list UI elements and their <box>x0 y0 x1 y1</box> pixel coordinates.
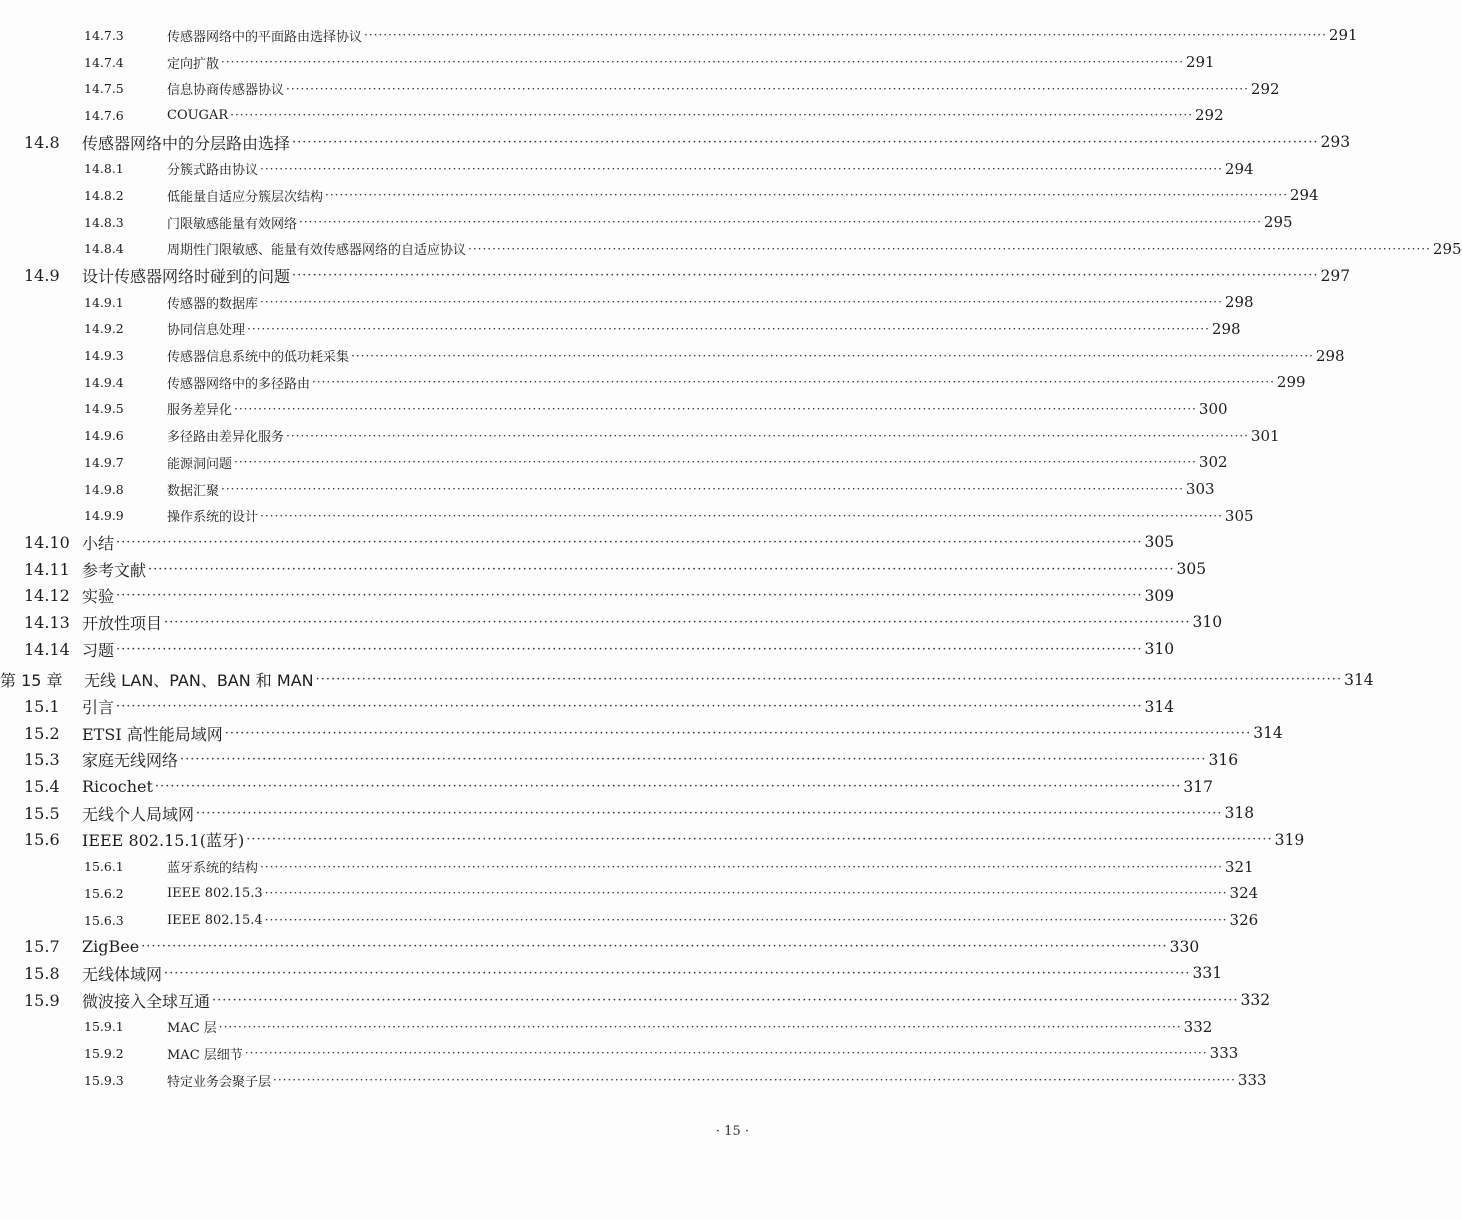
toc-entry-page: 332 <box>1240 991 1271 1010</box>
toc-entry-page: 305 <box>1144 533 1175 552</box>
toc-section-entry <box>0 960 1223 987</box>
toc-entry-number: 14.7.3 <box>84 27 124 43</box>
dot-leader: ········································································································································································································ <box>244 1046 1208 1061</box>
toc-entry-page: 292 <box>1250 79 1280 98</box>
toc-entry-number: 15.8 <box>24 963 60 983</box>
toc-entry-page: 331 <box>1192 964 1223 983</box>
dot-leader: ········································································································································································································ <box>468 241 1431 256</box>
toc-section-entry <box>0 529 1175 556</box>
toc-subsection-entry <box>0 476 1215 503</box>
dot-leader: ········································································································································································································ <box>224 725 1252 741</box>
toc-subsection-entry <box>0 75 1280 102</box>
toc-subsection-entry <box>0 209 1293 236</box>
toc-entry-title: 设计传感器网络时碰到的问题 <box>82 267 291 287</box>
dot-leader: ········································································································································································································ <box>180 752 1207 768</box>
toc-entry-page: 299 <box>1276 373 1306 392</box>
toc-entry-page: 297 <box>1320 266 1351 285</box>
toc-subsection-entry <box>0 49 1215 76</box>
toc-entry-number: 14.9.8 <box>84 481 124 497</box>
toc-entry-title: 多径路由差异化服务 <box>167 430 285 446</box>
toc-subsection-entry <box>0 1013 1213 1040</box>
toc-entry-number: 14.9.4 <box>84 374 124 390</box>
toc-entry-number: 15.9.2 <box>84 1045 124 1061</box>
dot-leader: ········································································································································································································ <box>351 348 1314 363</box>
toc-entry-title: 传感器的数据库 <box>167 296 259 312</box>
toc-entry-title: 无线 LAN、PAN、BAN 和 MAN <box>84 671 314 691</box>
toc-entry-title: 信息协商传感器协议 <box>167 83 285 99</box>
toc-section-entry <box>0 556 1207 583</box>
toc-entry-title: 分簇式路由协议 <box>167 163 259 179</box>
toc-entry-number: 15.6.2 <box>84 885 124 901</box>
toc-entry-page: 298 <box>1315 346 1345 365</box>
toc-entry-number: 15.6.3 <box>84 912 124 928</box>
dot-leader: ········································································································································································································ <box>246 832 1273 848</box>
toc-entry-title: 传感器网络中的平面路由选择协议 <box>167 29 363 45</box>
dot-leader: ········································································································································································································ <box>221 482 1184 497</box>
toc-entry-number: 14.7.4 <box>84 54 124 70</box>
toc-subsection-entry <box>0 422 1280 449</box>
dot-leader: ········································································································································································································ <box>315 672 1343 688</box>
toc-subsection-entry <box>0 502 1254 529</box>
toc-entry-title: COUGAR <box>167 107 229 123</box>
toc-entry-page: 303 <box>1185 480 1215 499</box>
dot-leader: ········································································································································································································ <box>260 859 1223 874</box>
toc-entry-number: 14.8.2 <box>84 187 124 203</box>
dot-leader: ········································································································································································································ <box>299 215 1262 230</box>
toc-entry-page: 333 <box>1237 1071 1267 1090</box>
toc-entry-title: 家庭无线网络 <box>82 751 179 771</box>
toc-entry-number: 14.9.3 <box>84 348 124 364</box>
toc-entry-title: 低能量自适应分簇层次结构 <box>167 189 324 205</box>
dot-leader: ········································································································································································································ <box>164 614 1191 630</box>
toc-subsection-entry <box>0 1067 1267 1094</box>
toc-entry-page: 298 <box>1211 319 1241 338</box>
toc-section-entry <box>0 636 1175 663</box>
toc-entry-page: 319 <box>1274 830 1305 849</box>
toc-entry-number: 15.4 <box>24 777 60 797</box>
toc-subsection-entry <box>0 880 1259 907</box>
toc-entry-number: 14.11 <box>24 559 70 579</box>
dot-leader: ········································································································································································································ <box>247 321 1210 336</box>
dot-leader: ········································································································································································································ <box>116 534 1143 550</box>
toc-entry-page: 295 <box>1432 239 1462 258</box>
toc-section-entry <box>0 773 1213 800</box>
toc-entry-title: 周期性门限敏感、能量有效传感器网络的自适应协议 <box>167 243 467 259</box>
toc-entry-page: 314 <box>1344 670 1374 689</box>
toc-entry-title: 微波接入全球互通 <box>82 991 211 1011</box>
toc-entry-number: 14.13 <box>24 612 70 632</box>
dot-leader: ········································································································································································································ <box>260 295 1223 310</box>
toc-entry-number: 14.10 <box>24 532 70 552</box>
dot-leader: ········································································································································································································ <box>154 779 1182 795</box>
toc-subsection-entry <box>0 853 1254 880</box>
toc-entry-number: 14.8.1 <box>84 161 124 177</box>
toc-entry-title: 无线体域网 <box>82 964 163 984</box>
toc-section-entry <box>0 720 1283 747</box>
toc-entry-number: 14.9.5 <box>84 401 124 417</box>
dot-leader: ········································································································································································································ <box>260 508 1223 523</box>
dot-leader: ········································································································································································································ <box>312 375 1275 390</box>
toc-entry-page: 291 <box>1328 26 1358 45</box>
toc-subsection-entry <box>0 102 1224 129</box>
toc-entry-number: 14.9 <box>24 266 60 286</box>
toc-entry-number: 14.7.6 <box>84 107 124 123</box>
toc-entry-page: 326 <box>1229 911 1259 930</box>
toc-entry-number: 15.6 <box>24 830 60 850</box>
toc-subsection-entry <box>0 342 1345 369</box>
dot-leader: ········································································································································································································ <box>116 699 1143 715</box>
dot-leader: ········································································································································································································ <box>234 455 1197 470</box>
dot-leader: ········································································································································································································ <box>325 188 1288 203</box>
toc-entry-page: 333 <box>1209 1044 1239 1063</box>
toc-subsection-entry <box>0 449 1228 476</box>
toc-entry-title: 传感器网络中的多径路由 <box>167 376 311 392</box>
toc-entry-title: 习题 <box>82 640 115 660</box>
toc-entry-number: 15.3 <box>24 750 60 770</box>
toc-entry-title: 蓝牙系统的结构 <box>167 861 259 877</box>
toc-entry-number: 14.8.4 <box>84 241 124 257</box>
dot-leader: ········································································································································································································ <box>141 939 1168 955</box>
toc-subsection-entry <box>0 907 1259 934</box>
toc-entry-number: 14.9.7 <box>84 454 124 470</box>
dot-leader: ········································································································································································································ <box>221 55 1184 70</box>
toc-entry-page: 324 <box>1229 884 1259 903</box>
dot-leader: ········································································································································································································ <box>148 561 1175 577</box>
toc-entry-page: 293 <box>1320 133 1351 152</box>
toc-entry-page: 317 <box>1183 777 1213 796</box>
toc-entry-number: 14.7.5 <box>84 81 124 97</box>
toc-entry-page: 330 <box>1169 937 1200 956</box>
toc-section-entry <box>0 800 1255 827</box>
dot-leader: ········································································································································································································ <box>286 428 1249 443</box>
toc-entry-page: 291 <box>1185 53 1215 72</box>
toc-entry-page: 314 <box>1144 697 1175 716</box>
toc-entry-title: 小结 <box>82 533 115 553</box>
toc-entry-title: 服务差异化 <box>167 403 233 419</box>
toc-entry-number: 14.9.2 <box>84 321 124 337</box>
dot-leader: ········································································································································································································ <box>116 641 1143 657</box>
toc-entry-title: IEEE 802.15.4 <box>167 912 263 928</box>
toc-section-entry <box>0 609 1223 636</box>
dot-leader: ········································································································································································································ <box>212 992 1239 1008</box>
toc-entry-page: 295 <box>1263 213 1293 232</box>
toc-entry-number: 15.2 <box>24 723 60 743</box>
toc-section-entry <box>0 827 1305 854</box>
toc-entry-page: 300 <box>1198 399 1228 418</box>
toc-entry-title: 数据汇聚 <box>167 483 220 499</box>
toc-entry-title: MAC 层细节 <box>167 1047 243 1063</box>
toc-entry-title: 能源洞问题 <box>167 456 233 472</box>
toc-entry-number: 14.8 <box>24 132 60 152</box>
toc-entry-title: IEEE 802.15.1(蓝牙) <box>82 831 245 851</box>
toc-entry-page: 298 <box>1224 293 1254 312</box>
toc-entry-number: 14.8.3 <box>84 214 124 230</box>
dot-leader: ········································································································································································································ <box>292 134 1319 150</box>
toc-entry-number: 15.5 <box>24 803 60 823</box>
toc-subsection-entry <box>0 1040 1239 1067</box>
toc-entry-page: 292 <box>1195 106 1224 125</box>
toc-section-entry <box>0 933 1200 960</box>
toc-entry-title: 无线个人局域网 <box>82 804 195 824</box>
toc-subsection-entry <box>0 316 1241 343</box>
toc-entry-number: 14.9.9 <box>84 508 124 524</box>
toc-entry-number: 14.9.1 <box>84 294 124 310</box>
toc-entry-page: 332 <box>1183 1017 1213 1036</box>
dot-leader: ········································································································································································································ <box>260 161 1223 176</box>
toc-section-entry <box>0 262 1351 289</box>
toc-section-entry <box>0 129 1351 156</box>
toc-entry-page: 305 <box>1176 560 1207 579</box>
toc-entry-title: 传感器信息系统中的低功耗采集 <box>167 350 350 366</box>
toc-entry-page: 310 <box>1192 613 1223 632</box>
toc-entry-title: MAC 层 <box>167 1021 217 1037</box>
toc-entry-page: 294 <box>1224 159 1254 178</box>
toc-entry-title: ETSI 高性能局域网 <box>82 724 223 744</box>
toc-entry-number: 15.7 <box>24 937 60 957</box>
toc-entry-page: 314 <box>1253 724 1283 743</box>
dot-leader: ········································································································································································································ <box>218 1019 1182 1034</box>
toc-entry-page: 318 <box>1224 804 1255 823</box>
toc-entry-number: 14.9.6 <box>84 428 124 444</box>
toc-entry-number: 15.9.1 <box>84 1019 124 1035</box>
dot-leader: ········································································································································································································ <box>264 913 1228 928</box>
dot-leader: ········································································································································································································ <box>230 108 1194 123</box>
toc-entry-number: 15.6.1 <box>84 859 124 875</box>
toc-entry-page: 309 <box>1144 586 1175 605</box>
toc-section-entry <box>0 747 1239 774</box>
toc-subsection-entry <box>0 289 1254 316</box>
dot-leader: ········································································································································································································ <box>164 965 1191 981</box>
toc-entry-title: 协同信息处理 <box>167 323 246 339</box>
dot-leader: ········································································································································································································ <box>364 28 1327 43</box>
dot-leader: ········································································································································································································ <box>116 588 1143 604</box>
toc-entry-title: 参考文献 <box>82 560 147 580</box>
toc-entry-page: 321 <box>1224 857 1254 876</box>
dot-leader: ········································································································································································································ <box>196 805 1223 821</box>
toc-subsection-entry <box>0 182 1319 209</box>
toc-entry-page: 302 <box>1198 453 1228 472</box>
toc-entry-title: 引言 <box>82 698 115 718</box>
toc-entry-title: Ricochet <box>82 777 153 797</box>
toc-chapter-entry <box>0 667 1374 694</box>
toc-entry-title: 门限敏感能量有效网络 <box>167 216 298 232</box>
toc-subsection-entry <box>0 369 1306 396</box>
toc-entry-title: IEEE 802.15.3 <box>167 885 263 901</box>
toc-entry-title: 操作系统的设计 <box>167 510 259 526</box>
toc-entry-number: 15.9.3 <box>84 1072 124 1088</box>
dot-leader: ········································································································································································································ <box>273 1073 1236 1088</box>
toc-section-entry <box>0 582 1175 609</box>
toc-section-entry <box>0 693 1175 720</box>
toc-entry-number: 14.14 <box>24 639 70 659</box>
toc-entry-title: 定向扩散 <box>167 56 220 72</box>
toc-entry-title: 实验 <box>82 587 115 607</box>
dot-leader: ········································································································································································································ <box>286 81 1249 96</box>
toc-entry-page: 301 <box>1250 426 1280 445</box>
page-number: · 15 · <box>715 1124 749 1139</box>
toc-entry-title: 开放性项目 <box>82 613 163 633</box>
toc-entry-title: 传感器网络中的分层路由选择 <box>82 133 291 153</box>
dot-leader: ········································································································································································································ <box>264 886 1228 901</box>
toc-entry-page: 305 <box>1224 506 1254 525</box>
toc-entry-page: 294 <box>1289 186 1319 205</box>
toc-entry-number: 15.1 <box>24 697 60 717</box>
toc-entry-page: 316 <box>1208 750 1239 769</box>
toc-section-entry <box>0 987 1271 1014</box>
toc-entry-title: ZigBee <box>82 937 140 957</box>
toc-entry-number: 14.12 <box>24 586 70 606</box>
toc-page <box>0 22 1462 1094</box>
toc-subsection-entry <box>0 22 1358 49</box>
toc-subsection-entry <box>0 396 1228 423</box>
toc-entry-number: 15.9 <box>24 990 60 1010</box>
toc-subsection-entry <box>0 155 1254 182</box>
dot-leader: ········································································································································································································ <box>292 268 1319 284</box>
dot-leader: ········································································································································································································ <box>234 401 1197 416</box>
toc-subsection-entry <box>0 236 1462 263</box>
toc-entry-title: 特定业务会聚子层 <box>167 1074 272 1090</box>
toc-entry-number: 第 15 章 <box>0 671 63 691</box>
toc-entry-page: 310 <box>1144 640 1175 659</box>
